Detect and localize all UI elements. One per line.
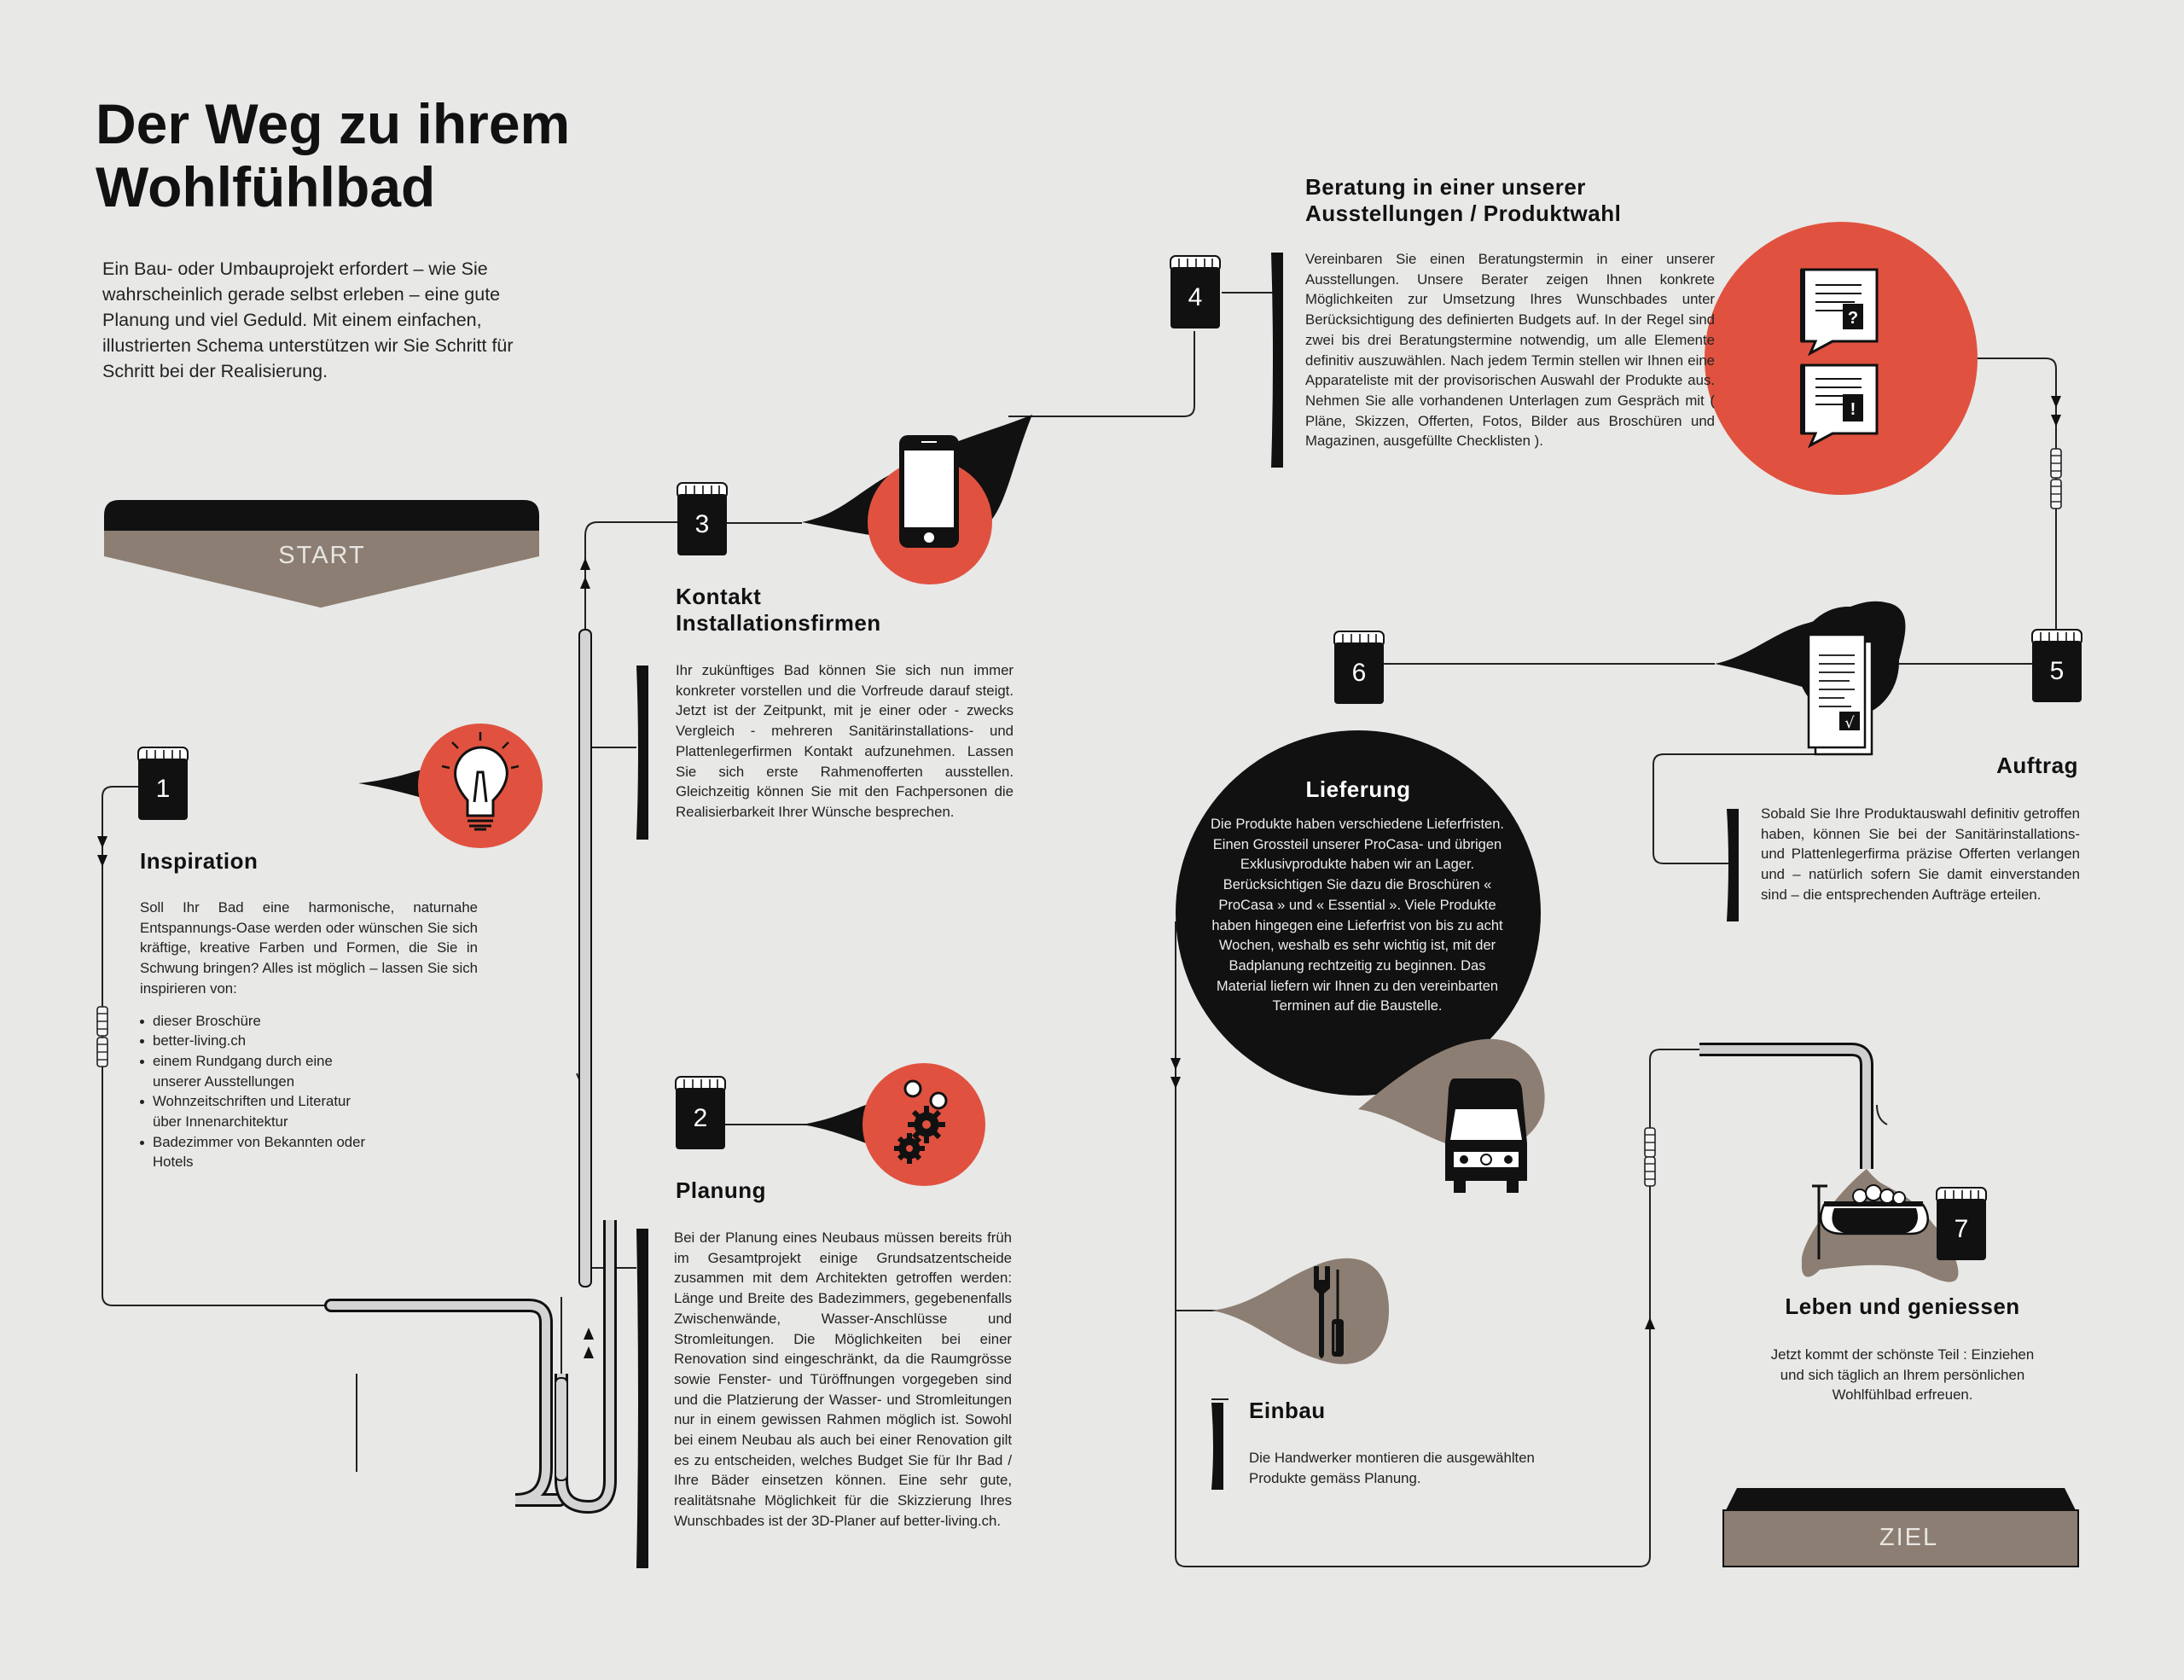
icon-einbau-tools: [1211, 1259, 1389, 1364]
step-7-text: Jetzt kommt der schönste Teil : Einziehen und sich täglich an Ihrem persönlichen Wohlfühlbad erfreuen.: [1770, 1346, 2035, 1404]
intro-text: Ein Bau- oder Umbauprojekt erfordert – wie Sie wahrscheinlich gerade selbst erleben – eine gute Planung und viel Geduld. Mit einem einfachen, illustrierten Schema unterstützen wir Sie Schritt für Schritt bei der Realisierung.: [102, 259, 514, 381]
step-number-6: 6: [1351, 659, 1367, 687]
icon-3-smartphone: [802, 415, 1032, 584]
step-1-text: [140, 898, 478, 1172]
icon-7-bathtub: [1802, 1169, 1959, 1282]
start-label: START: [278, 542, 366, 569]
pipe-connector: [1645, 1157, 1655, 1186]
exclamation-mark-icon: !: [1850, 400, 1856, 419]
icon-4-speech-bubbles: [1705, 222, 1978, 495]
pipe-connector: [97, 1038, 107, 1067]
einbau-text: Die Handwerker montieren die ausgewählten Produkte gemäss Planung.: [1249, 1450, 1535, 1486]
step-number-1: 1: [155, 775, 171, 803]
step-4-title-line-1: Beratung in einer unserer: [1305, 174, 1586, 200]
step-3-title-line-1: Kontakt: [676, 584, 762, 609]
einbau-title: Einbau: [1249, 1398, 1326, 1423]
step-5-title: Auftrag: [1996, 753, 2078, 778]
check-mark-icon: √: [1844, 714, 1855, 732]
step-number-7: 7: [1954, 1215, 1969, 1243]
icon-5-document: [1715, 602, 1905, 754]
step-6-title: Lieferung: [1305, 776, 1411, 802]
step-5-text: Sobald Sie Ihre Produktauswahl definitiv getroffen haben, können Sie bei der Sanitärinstallations- und Plattenlegerfirma präzise Offerten verlangen und – natürlich sofern Sie damit einverstanden sind – die entsprechenden Aufträge erteilen.: [1761, 805, 2080, 903]
step-number-4: 4: [1188, 283, 1203, 311]
icon-1-lightbulb: [358, 724, 543, 848]
step-number-5: 5: [2049, 657, 2065, 685]
pipe-connector: [97, 1007, 107, 1036]
question-mark-icon: ?: [1847, 309, 1859, 328]
list-item: dieser Broschüre: [140, 1011, 379, 1032]
page-title-line-1: Der Weg zu ihrem: [96, 92, 571, 155]
step-1-list: [140, 1011, 379, 1173]
pipe-connector: [1645, 1128, 1655, 1157]
step-4-text: Vereinbaren Sie einen Beratungstermin in einer unserer Ausstellungen. Unsere Berater zeigen Ihnen konkrete Möglichkeiten zur Umsetzung Ihres Wunschbades unter Berücksichtigung des definierten Budgets auf. In der Regel sind zwei bis drei Beratungstermine notwendig, um alle Elemente definitiv auszuwählen. Nach jedem Termin stellen wir Ihnen eine Apparateliste mit der provisorischen Auswahl der Produkte aus. Nehmen Sie alle vorhandenen Unterlagen zum Gespräch mit ( Pläne, Skizzen, Offerten, Fotos, Bilder aus Broschüren und Magazinen, ausgefüllte Checklisten ).: [1305, 251, 1715, 450]
list-item: better-living.ch: [140, 1031, 379, 1051]
step-7-title: Leben und geniessen: [1785, 1293, 2020, 1319]
step-3-text: Ihr zukünftiges Bad können Sie sich nun immer konkreter vorstellen und die Vorfreude darauf steigt. Jetzt ist der Zeitpunkt, mit je einer oder - zwecks Vergleich - mehreren Sanitärinstallations- und Plattenlegerfirmen Kontakt aufzunehmen. Lassen Sie sich erste Rahmenofferten ausstellen. Gleichzeitig können Sie mit den Fachpersonen die Realisierbarkeit Ihrer Wünsche besprechen.: [676, 662, 1014, 820]
step-3-title: [676, 584, 881, 637]
ziel-label: ZIEL: [1879, 1524, 1939, 1551]
step-4-title-line-2: Ausstellungen / Produktwahl: [1305, 201, 1622, 226]
step-number-2: 2: [693, 1104, 708, 1132]
step-4-title: [1305, 174, 1621, 227]
step-number-3: 3: [694, 510, 710, 538]
ziel-pipe: [1699, 1049, 1867, 1169]
step-6-text: Die Produkte haben verschiedene Lieferfristen. Einen Grossteil unserer ProCasa- und übrigen Exklusivprodukte haben wir an Lager. Berücksichtigen Sie dazu die Broschüren « ProCasa » und « Essential ». Viele Produkte haben hingegen eine Lieferfrist von bis zu acht Wochen, weshalb es sehr wichtig ist, mit der Badplanung rechtzeitig zu beginnen. Das Material liefern wir Ihnen zu den vereinbarten Terminen auf die Baustelle.: [1211, 817, 1504, 1014]
pipe-connector: [2051, 480, 2061, 509]
list-item: Badezimmer von Bekannten oder Hotels: [140, 1132, 379, 1172]
delivery-van-icon: [1445, 1078, 1527, 1193]
page-title: [96, 92, 693, 218]
step-1-title: Inspiration: [140, 848, 258, 874]
page-title-line-2: Wohlfühlbad: [96, 155, 436, 218]
icon-2-gears: [802, 1063, 985, 1186]
step-2-title: Planung: [676, 1177, 767, 1203]
step-3-title-line-2: Installationsfirmen: [676, 610, 881, 636]
step-2-text: Bei der Planung eines Neubaus müssen bereits früh im Gesamtprojekt einige Grundsatzentscheide zusammen mit dem Architekten getroffen werden: Länge und Breite des Badezimmers, gegebenenfalls Zwischenwände, Wasser-Anschlüsse und Stromleitungen. Die Möglichkeiten bei einer Renovation sind eingeschränkt, da die Raumgrösse sowie Fenster- und Türöffnungen vorgegeben sind und die Platzierung der Wasser- und Stromleitungen nur in einem gewissen Rahmen möglich ist. Sowohl bei einem Neubau als auch bei einer Renovation gilt es zu entscheiden, welches Budget Sie für Ihr Bad / Ihre Bäder einsetzen können. Eine sehr gute, realitätsnahe Möglichkeit für die Skizzierung Ihres Wunschbades ist der 3D-Planer auf better-living.ch.: [674, 1229, 1012, 1529]
step-1-paragraph: Soll Ihr Bad eine harmonische, naturnahe Entspannungs-Oase werden oder wünschen Sie sich kräftige, kreative Farben und Formen, die Sie in Schwung bringen? Alles ist möglich – lassen Sie sich inspirieren von:: [140, 899, 478, 997]
list-item: einem Rundgang durch eine unserer Ausstellungen: [140, 1051, 379, 1091]
list-item: Wohnzeitschriften und Literatur über Innenarchitektur: [140, 1091, 379, 1131]
pipe-connector: [2051, 449, 2061, 478]
